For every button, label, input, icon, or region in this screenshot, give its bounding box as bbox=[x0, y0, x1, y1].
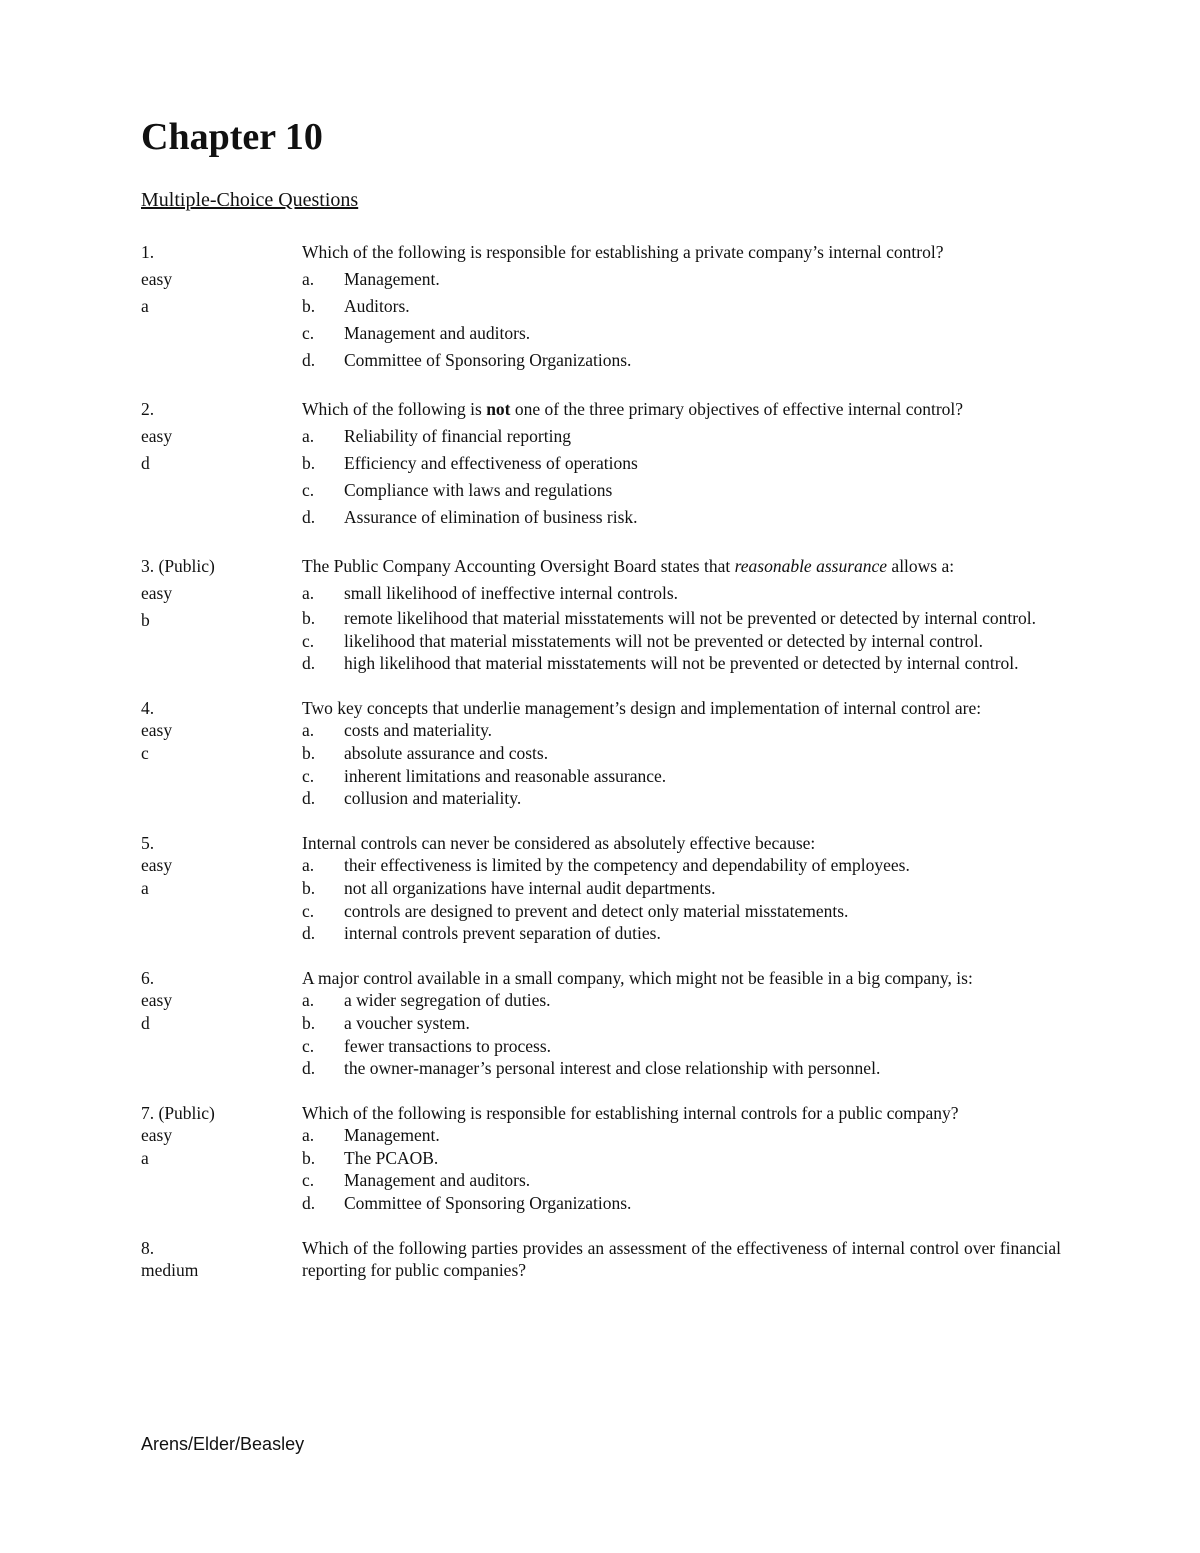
option-letter: d. bbox=[302, 788, 316, 809]
option-letter: b. bbox=[302, 296, 316, 316]
question-body bbox=[302, 1237, 1061, 1282]
option-letter: a. bbox=[302, 990, 315, 1011]
option-letter: c. bbox=[302, 900, 315, 921]
question-meta bbox=[141, 967, 302, 1080]
option-letter: c. bbox=[302, 1170, 315, 1191]
answer-option bbox=[302, 477, 1061, 504]
option-text: collusion and materiality. bbox=[344, 788, 522, 809]
option-text: Assurance of elimination of business risk. bbox=[344, 507, 638, 527]
answer-option bbox=[302, 1192, 1061, 1215]
option-letter: c. bbox=[302, 480, 315, 500]
question-stem: A major control available in a small company, which might not be feasible in a big company, is: bbox=[302, 967, 973, 988]
stem-text: Which of the following is bbox=[302, 399, 487, 419]
stem-emphasis: reasonable assurance bbox=[734, 556, 888, 576]
question-stem bbox=[302, 553, 1061, 580]
option-letter: b. bbox=[302, 877, 316, 898]
answer-key: a bbox=[141, 1147, 149, 1168]
question bbox=[141, 1102, 1061, 1215]
option-letter: d. bbox=[302, 507, 316, 527]
answer-key: a bbox=[141, 877, 149, 898]
option-letter: a. bbox=[302, 1125, 315, 1146]
option-text: their effectiveness is limited by the competency and dependability of employees. bbox=[344, 855, 910, 876]
question-number: 5. bbox=[141, 832, 155, 853]
answer-option bbox=[302, 1124, 1061, 1147]
answer-option bbox=[302, 320, 1061, 347]
page-footer: Arens/Elder/Beasley bbox=[141, 1434, 305, 1454]
answer-key: d bbox=[141, 453, 150, 473]
difficulty-label: easy bbox=[141, 855, 173, 876]
option-letter: a. bbox=[302, 720, 315, 741]
stem-text: The Public Company Accounting Oversight Board states that bbox=[302, 556, 735, 576]
answer-option bbox=[302, 580, 1061, 607]
option-text: not all organizations have internal audit departments. bbox=[344, 877, 716, 898]
answer-option bbox=[302, 1012, 1061, 1035]
question-body bbox=[302, 553, 1061, 675]
question-meta bbox=[141, 1102, 302, 1215]
question-body bbox=[302, 239, 1061, 374]
option-text: Committee of Sponsoring Organizations. bbox=[344, 350, 632, 370]
answer-option bbox=[302, 787, 1061, 810]
option-text: controls are designed to prevent and detect only material misstatements. bbox=[344, 900, 849, 921]
option-letter: b. bbox=[302, 1147, 316, 1168]
difficulty-label: medium bbox=[141, 1260, 199, 1281]
difficulty-label: easy bbox=[141, 720, 173, 741]
option-letter: d. bbox=[302, 1058, 316, 1079]
answer-option bbox=[302, 347, 1061, 374]
answer-option bbox=[302, 423, 1061, 450]
option-text: Committee of Sponsoring Organizations. bbox=[344, 1193, 632, 1214]
answer-option bbox=[302, 266, 1061, 293]
option-text: likelihood that material misstatements will not be prevented or detected by internal control. bbox=[344, 630, 984, 651]
question-body bbox=[302, 697, 1061, 810]
option-text: small likelihood of ineffective internal controls. bbox=[344, 583, 679, 603]
answer-option bbox=[302, 607, 1061, 630]
question bbox=[141, 553, 1061, 675]
answer-option bbox=[302, 652, 1061, 675]
option-text: Management and auditors. bbox=[344, 1170, 531, 1191]
question-body bbox=[302, 1102, 1061, 1215]
question-meta bbox=[141, 832, 302, 945]
answer-option bbox=[302, 989, 1061, 1012]
question-stem: Which of the following is responsible for establishing internal controls for a public company? bbox=[302, 1102, 959, 1123]
option-letter: b. bbox=[302, 1012, 316, 1033]
answer-option bbox=[302, 630, 1061, 653]
option-text: Management and auditors. bbox=[344, 323, 531, 343]
option-text: high likelihood that material misstatements will not be prevented or detected by internal control. bbox=[344, 653, 1019, 674]
option-text: Management. bbox=[344, 269, 440, 289]
answer-option bbox=[302, 922, 1061, 945]
option-letter: c. bbox=[302, 765, 315, 786]
option-text: Auditors. bbox=[344, 296, 410, 316]
option-text: a voucher system. bbox=[344, 1012, 470, 1033]
stem-text: allows a: bbox=[887, 556, 955, 576]
question-number: 1. bbox=[141, 242, 155, 262]
question-list bbox=[141, 239, 1061, 1304]
answer-option bbox=[302, 719, 1061, 742]
option-letter: c. bbox=[302, 323, 315, 343]
option-letter: b. bbox=[302, 608, 316, 628]
question-number: 4. bbox=[141, 697, 155, 718]
question-meta bbox=[141, 1237, 302, 1282]
difficulty-label: easy bbox=[141, 1125, 173, 1146]
answer-key: c bbox=[141, 742, 149, 763]
answer-option bbox=[302, 1057, 1061, 1080]
answer-option bbox=[302, 742, 1061, 765]
option-text: fewer transactions to process. bbox=[344, 1035, 552, 1056]
option-letter: d. bbox=[302, 653, 316, 674]
option-text: remote likelihood that material misstatements will not be prevented or detected by internal control. bbox=[344, 608, 1037, 628]
option-text: Management. bbox=[344, 1125, 440, 1146]
question-number: 2. bbox=[141, 399, 155, 419]
difficulty-label: easy bbox=[141, 269, 173, 289]
answer-option bbox=[302, 293, 1061, 320]
question-meta bbox=[141, 553, 302, 675]
option-text: costs and materiality. bbox=[344, 720, 493, 741]
option-letter: c. bbox=[302, 1035, 315, 1056]
answer-option bbox=[302, 765, 1061, 788]
option-text: a wider segregation of duties. bbox=[344, 990, 551, 1011]
question bbox=[141, 697, 1061, 810]
difficulty-label: easy bbox=[141, 583, 173, 603]
question-stem: Which of the following parties provides an assessment of the effectiveness of internal control over financial reporting for public companies? bbox=[302, 1237, 1061, 1281]
option-text: internal controls prevent separation of duties. bbox=[344, 923, 661, 944]
option-letter: a. bbox=[302, 269, 315, 289]
question bbox=[141, 396, 1061, 531]
difficulty-label: easy bbox=[141, 426, 173, 446]
question-number: 3. (Public) bbox=[141, 556, 215, 576]
option-text: The PCAOB. bbox=[344, 1147, 439, 1168]
question bbox=[141, 832, 1061, 945]
question-stem: Two key concepts that underlie management’s design and implementation of internal control are: bbox=[302, 697, 982, 718]
option-text: absolute assurance and costs. bbox=[344, 742, 549, 763]
question-stem bbox=[302, 396, 1061, 423]
question bbox=[141, 967, 1061, 1080]
section-heading: Multiple-Choice Questions bbox=[141, 189, 359, 211]
question-body bbox=[302, 396, 1061, 531]
question-meta bbox=[141, 239, 302, 374]
option-letter: b. bbox=[302, 453, 316, 473]
answer-option bbox=[302, 854, 1061, 877]
page-title: Chapter 10 bbox=[141, 116, 323, 158]
option-text: the owner-manager’s personal interest and close relationship with personnel. bbox=[344, 1058, 881, 1079]
answer-key: a bbox=[141, 296, 149, 316]
option-text: Compliance with laws and regulations bbox=[344, 480, 613, 500]
option-letter: c. bbox=[302, 630, 315, 651]
option-letter: d. bbox=[302, 1193, 316, 1214]
question bbox=[141, 239, 1061, 374]
option-text: inherent limitations and reasonable assurance. bbox=[344, 765, 667, 786]
question-number: 8. bbox=[141, 1237, 155, 1258]
question bbox=[141, 1237, 1061, 1282]
difficulty-label: easy bbox=[141, 990, 173, 1011]
option-letter: a. bbox=[302, 426, 315, 446]
option-letter: b. bbox=[302, 742, 316, 763]
question-stem: Which of the following is responsible for establishing a private company’s internal control? bbox=[302, 242, 944, 262]
answer-option bbox=[302, 504, 1061, 531]
answer-option bbox=[302, 1147, 1061, 1170]
answer-option bbox=[302, 450, 1061, 477]
answer-key: b bbox=[141, 610, 150, 630]
question-meta bbox=[141, 697, 302, 810]
option-letter: d. bbox=[302, 350, 316, 370]
option-text: Reliability of financial reporting bbox=[344, 426, 571, 446]
stem-emphasis: not bbox=[486, 399, 511, 419]
stem-text: one of the three primary objectives of effective internal control? bbox=[510, 399, 964, 419]
question-body bbox=[302, 832, 1061, 945]
question-number: 6. bbox=[141, 967, 155, 988]
option-letter: d. bbox=[302, 923, 316, 944]
answer-option bbox=[302, 1169, 1061, 1192]
question-number: 7. (Public) bbox=[141, 1102, 215, 1123]
question-stem: Internal controls can never be considered as absolutely effective because: bbox=[302, 832, 816, 853]
question-body bbox=[302, 967, 1061, 1080]
option-letter: a. bbox=[302, 583, 315, 603]
option-letter: a. bbox=[302, 855, 315, 876]
answer-key: d bbox=[141, 1012, 150, 1033]
answer-option bbox=[302, 1035, 1061, 1058]
answer-option bbox=[302, 877, 1061, 900]
option-text: Efficiency and effectiveness of operations bbox=[344, 453, 638, 473]
question-meta bbox=[141, 396, 302, 531]
answer-option bbox=[302, 900, 1061, 923]
